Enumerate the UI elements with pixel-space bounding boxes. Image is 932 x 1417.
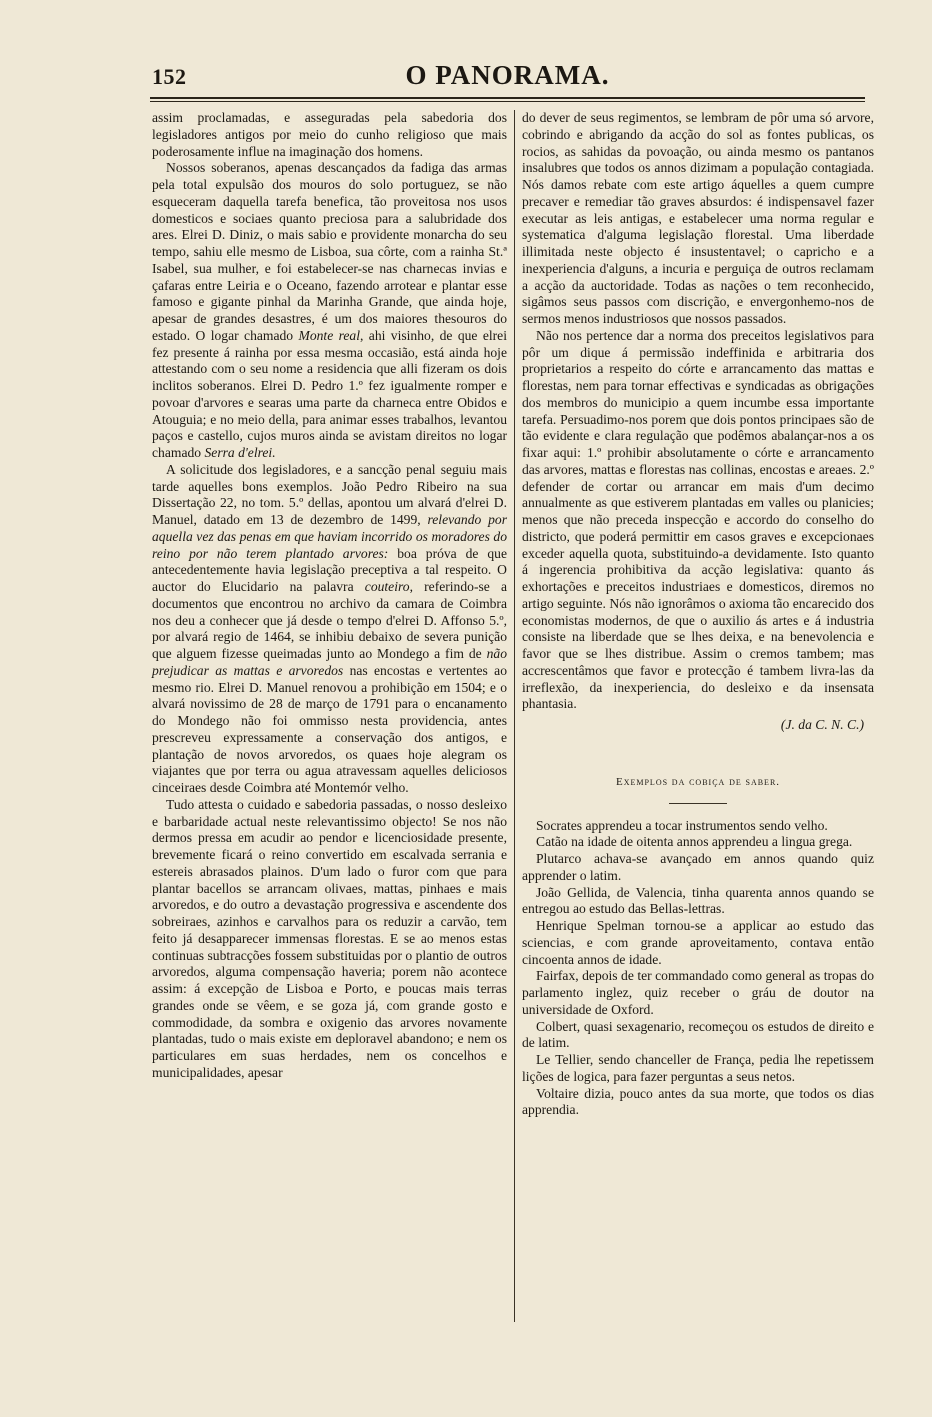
example-item: João Gellida, de Valencia, tinha quarenta annos quando se entregou ao estudo das Bellas-lettras. (522, 884, 874, 917)
text-run: Nossos soberanos, apenas descançados da fadiga das armas pela total expulsão dos mouros do solo portuguez, se não esqueceram daquella tarefa benefica, tão proveitosa nos usos domesticos e sociaes quanto preciosa para a salubridade dos ares. Elrei D. Diniz, o mais sabio e providente monarcha do seu tempo, sahiu elle mesmo de Lisboa, sua côrte, com a rainha St.ª Isabel, sua mulher, e foi estabelecer-se nas charnecas invias e çafaras entre Leiria e o Oceano, fazendo arrotear e plantar esse famoso e gigante pinhal da Marinha Grande, que ainda hoje, apesar de grandes desastres, é um dos maiores thesouros do estado. O logar chamado (152, 160, 507, 343)
page-number: 152 (152, 64, 187, 89)
section-title (522, 774, 874, 791)
text-run: , referindo-se a documentos que encontrou no archivo da camara de Coimbra nos deu a conhecer que já desde o tempo d'elrei D. Affonso 5.º, por alvará regio de 1464, se inhibiu debaixo de severa punição que alguem fizesse queimadas junto ao Mondego a fim de (152, 579, 507, 661)
example-item: Fairfax, depois de ter commandado como general as tropas do parlamento inglez, quiz receber o gráu de doutor na universidade de Oxford. (522, 968, 874, 1017)
text-run: boa próva de que antecedentemente havia legislação preceptiva a tal respeito. O auctor do Elucidario na palavra (152, 545, 507, 594)
text-run: A solicitude dos legisladores, e a sancção penal seguiu mais tarde aquelles bons exemplos. João Pedro Ribeiro na sua Dissertação 22, no tom. 5.º dellas, apontou um alvará d'elrei D. Manuel, datado em 13 de dezembro de 1499, (152, 461, 507, 527)
journal-title: O PANORAMA. (405, 60, 610, 90)
text-run: , ahi visinho, de que elrei fez presente á rainha por essa mesma occasião, está ainda hoje attestando com o seu nome a residencia que alli fizeram os dois inclitos soberanos. Elrei D. Pedro 1.º fez igualmente romper e povoar d'arvores e searas uma parte da charneca entre Obidos e Atouguia; e no meio della, para animar esses trabalhos, levantou paços e castello, cujos muros ainda se avistam direitos no logar chamado (152, 327, 507, 460)
column-divider (514, 110, 515, 1322)
example-item: Socrates apprendeu a tocar instrumentos sendo velho. (536, 817, 828, 833)
examples-list (522, 818, 874, 1120)
italic-term: couteiro (364, 579, 410, 594)
italic-quote: relevando por aquella vez das penas em que haviam incorrido os moradores do reino por não terem plantado arvores: (152, 512, 507, 561)
header-rule-thick (150, 97, 865, 99)
italic-place-name: Monte real (298, 327, 361, 343)
paragraph (152, 160, 507, 462)
example-item: Voltaire dizia, pouco antes da sua morte, que todos os dias apprendia. (522, 1085, 874, 1118)
section-title-initial: E (615, 775, 624, 788)
example-item: Catão na idade de oitenta annos apprendeu a lingua grega. (536, 834, 853, 850)
paragraph: Não nos pertence dar a norma dos preceitos legislativos para pôr um dique á permissão indeffinida e arbitraria dos proprietarios a respeito do córte e arrancamento das mattas e florestas, nem para tornar effectivas e syndicadas as obrigações dos membros do municipio a quem incumbe essa importante tarefa. Persuadimo-nos porem que dois pontos principaes são de tão evidente e clara regulação que podêmos abalançar-nos a os fixar aqui: 1.º prohibir absolutamente o córte e arrancamento das arvores, mattas e florestas nas collinas, encostas e areaes. 2.º defender de cortar ou arrancar em mais d'um decimo annualmente as que estiverem plantadas em valles ou planicies; menos que não preceda inspecção e accordo do conselho do districto, que poderá permittir em casos graves e excepcionaes exceder aquella quota, substituindo-a devidamente. Isto quanto á ingerencia prohibitiva da acção legislativa: quanto ás exhortações e preceitos industriaes e domesticos, diremos no artigo seguinte. Nós não ignorâmos o axioma tão encarecido dos economistas modernos, de que o auxilio ás artes e á industria consiste na liberdade que se lhes deixa, e na benevolencia e favor que se lhes distribue. Assim o cremos tambem; mas accrescentâmos que favor e protecção é tambem livra-las da irreflexão, da inexperiencia, do desleixo e da insensata phantasia. (522, 327, 874, 712)
example-item: Le Tellier, sendo chanceller de França, pedia lhe repetissem lições de logica, para fazer perguntas a seus netos. (522, 1052, 874, 1084)
right-column (522, 110, 874, 1119)
author-signature: (J. da C. N. C.) (780, 717, 864, 732)
paragraph: do dever de seus regimentos, se lembram de pôr uma só arvore, cobrindo e abrigando da acção do sol as fontes publicas, os rocios, as sahidas da povoação, ou ainda mesmo os pantanos insalubres que todos os annos dizimam a população contagiada. Nós damos rebate com este artigo áquelles a quem cumpre precaver e remediar tão graves absurdos: é indispensavel fazer executar as leis antigas, e estabelecer uma norma regular e systematica d'alguma legislação florestal. Uma liberdade illimitada neste objecto é insustentavel; o capricho e a inexperiencia d'alguns, a incuria e perguiça de outros reclamam a acção da auctoridade. Todas as nações o tem reconhecido, sigâmos seus passos com discrição, e envergonhemo-nos de sermos menos industriosos que nossos passados. (522, 110, 874, 326)
text-run: nas encostas e vertentes ao mesmo rio. Elrei D. Manuel renovou a prohibição em 1504; e o alvará novissimo de 28 de março de 1791 para o encanamento do Mondego não foi ommisso nesta providencia, antes prescreveu expressamente a conservação dos antigos, e plantação de novos arvoredos, os quaes hoje alegram os viajantes que por terra ou agua atravessam aquelles deliciosos cinceiraes desde Coimbra até Montemór velho. (152, 662, 507, 795)
paragraph: Tudo attesta o cuidado e sabedoria passadas, o nosso desleixo e barbaridade actual neste relevantissimo objecto! Se nos não dermos pressa em acudir ao pendor e licenciosidade presente, brevemente ficará o reino convertido em escalvada serrania e estereis abrasados plainos. D'um lado o furor com que para plantar bacellos se arrancam olivaes, mattas, pinhaes e mais arvoredos, e do outro a devastação progressiva e ascendente dos sobreiraes, azinhos e carvalhos para os reduzir a carvão, tem feito já desapparecer immensas florestas. E se ao menos estas continuas subtracções fossem substituidas por o plantio de outros arvoredos, alguma compensação haveria; porem não acontece assim: á excepção de Lisboa e Porto, e poucas mais terras grandes onde se vêem, e se goza já, com grande gosto e commodidade, da sombra e oxigenio das arvores novamente plantadas, tudo o mais existe em deploravel abandono; e nem os particulares em suas herdades, nem os concelhos e municipalidades, apesar (152, 796, 507, 1080)
example-item: Colbert, quasi sexagenario, recomeçou os estudos de direito e de latim. (522, 1018, 874, 1051)
header-rule-thin (150, 101, 865, 102)
example-item: Plutarco achava-se avançado em annos quando quiz apprender o latim. (522, 851, 874, 883)
section-title-rest: xemplos da cobiça de saber. (623, 775, 781, 788)
paragraph: assim proclamadas, e asseguradas pela sabedoria dos legisladores antigos por meio do cunho religioso que mais poderosamente influe na imaginação dos homens. (152, 110, 507, 159)
example-item: Henrique Spelman tornou-se a applicar ao estudo das sciencias, e com grande aproveitamento, contava então cincoenta annos de idade. (522, 918, 874, 967)
paragraph (152, 462, 507, 797)
italic-place-name: Serra d'elrei. (204, 445, 276, 460)
page-header (150, 60, 865, 96)
italic-quote: não prejudicar as mattas e arvoredos (152, 646, 507, 678)
left-column (152, 110, 507, 1082)
section-divider (669, 803, 727, 804)
